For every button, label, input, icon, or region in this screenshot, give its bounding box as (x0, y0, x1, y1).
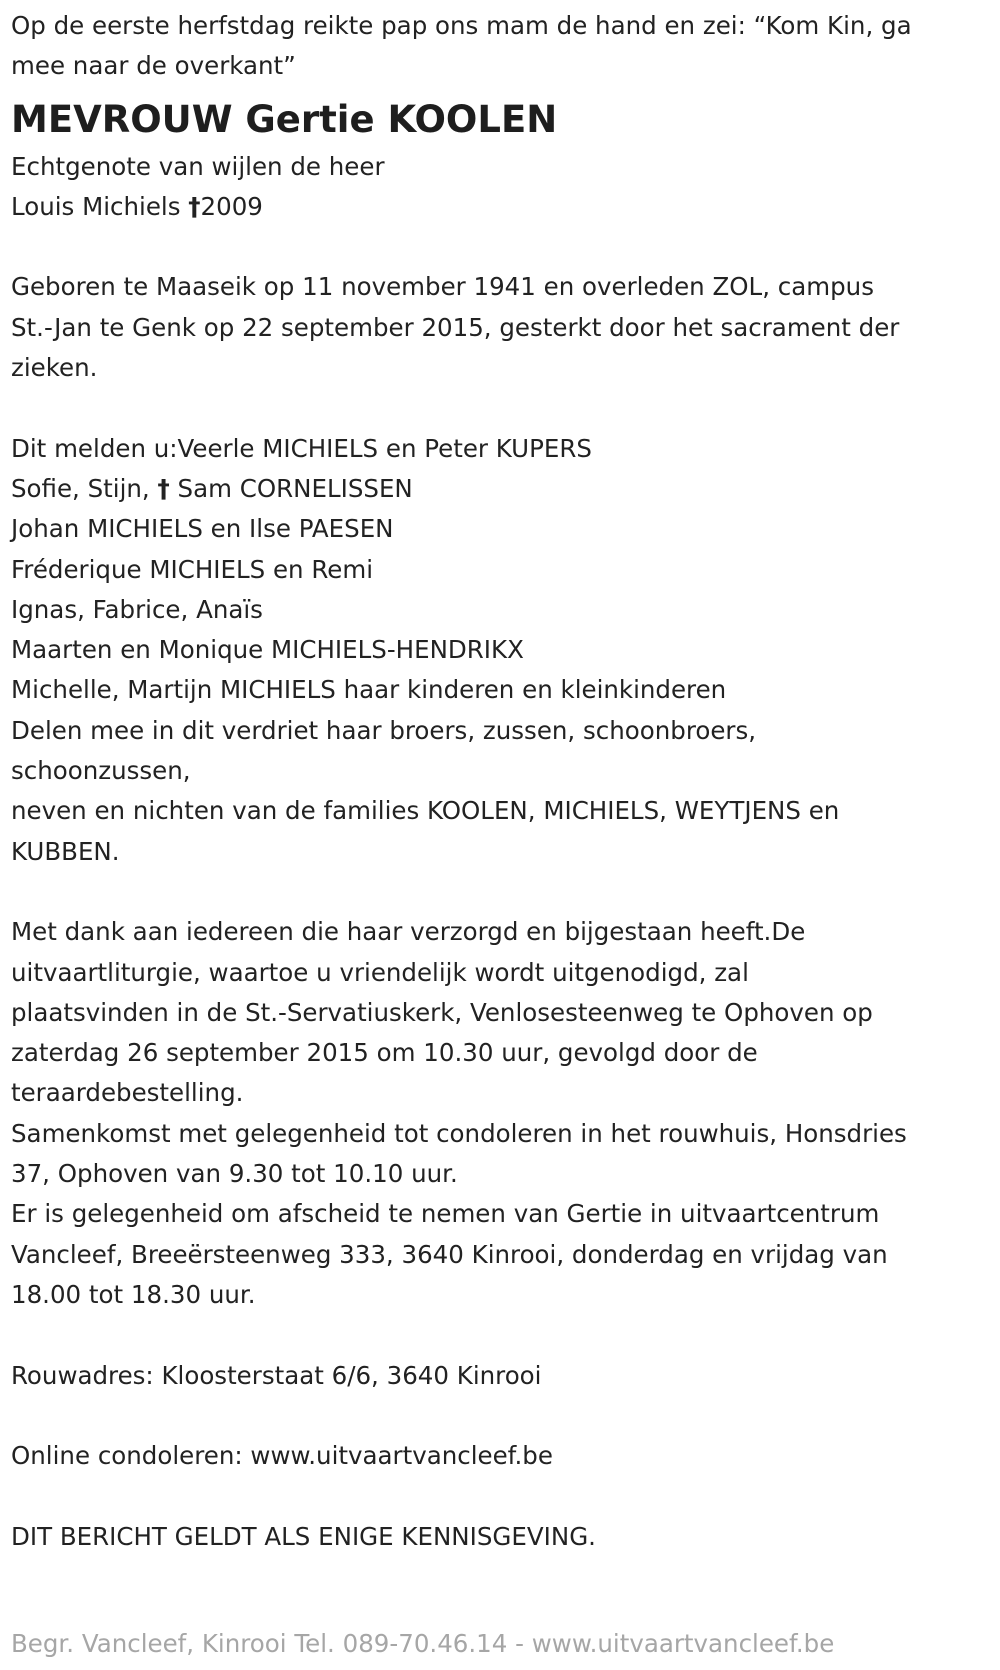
family-line: Delen mee in dit verdriet haar broers, zussen, schoonbroers, (11, 715, 757, 745)
family-line: Ignas, Fabrice, Anaïs (11, 594, 263, 624)
family-paragraph (11, 429, 990, 872)
ceremony-line: Vancleef, Breeërsteenweg 333, 3640 Kinrooi, donderdag en vrijdag van (11, 1239, 888, 1269)
birth-death-line: zieken. (11, 353, 98, 383)
family-line: Maarten en Monique MICHIELS-HENDRIKX (11, 635, 524, 665)
ceremony-line: plaatsvinden in de St.-Servatiuskerk, Venlosesteenweg te Ophoven op (11, 997, 873, 1027)
spouse-info (11, 147, 990, 228)
family-line: Dit melden u:Veerle MICHIELS en Peter KUPERS (11, 433, 592, 463)
motto-line: Op de eerste herfstdag reikte pap ons mam de hand en zei: “Kom Kin, ga (11, 11, 912, 40)
cross-icon: † (157, 473, 170, 503)
motto-line: mee naar de overkant” (11, 51, 296, 81)
family-line: Johan MICHIELS en Ilse PAESEN (11, 514, 394, 544)
spouse-name-line (11, 187, 990, 227)
family-names: Sofie, Stijn, (11, 473, 158, 503)
birth-death-line: St.-Jan te Genk op 22 september 2015, gesterkt door het sacrament der (11, 312, 900, 342)
ceremony-line: Met dank aan iedereen die haar verzorgd en bijgestaan heeft.De (11, 917, 806, 947)
ceremony-paragraph (11, 912, 990, 1315)
online-condolence: Online condoleren: www.uitvaartvancleef.be (11, 1441, 553, 1471)
ceremony-line: zaterdag 26 september 2015 om 10.30 uur, gevolgd door de (11, 1038, 758, 1068)
funeral-home-footer: Begr. Vancleef, Kinrooi Tel. 089-70.46.14 - www.uitvaartvancleef.be (11, 1629, 835, 1658)
ceremony-line: 37, Ophoven van 9.30 tot 10.10 uur. (11, 1159, 458, 1189)
mourning-address: Rouwadres: Kloosterstaat 6/6, 3640 Kinrooi (11, 1360, 542, 1390)
family-line: schoonzussen, (11, 756, 191, 786)
family-line: KUBBEN. (11, 836, 120, 866)
family-line (11, 469, 990, 509)
cross-icon: † (188, 191, 201, 221)
family-line: neven en nichten van de families KOOLEN, MICHIELS, WEYTJENS en (11, 796, 840, 826)
family-names: Sam CORNELISSEN (169, 473, 413, 503)
family-line: Michelle, Martijn MICHIELS haar kinderen en kleinkinderen (11, 675, 727, 705)
ceremony-line: 18.00 tot 18.30 uur. (11, 1279, 256, 1309)
ceremony-line: Er is gelegenheid om afscheid te nemen van Gertie in uitvaartcentrum (11, 1199, 880, 1229)
birth-death-line: Geboren te Maaseik op 11 november 1941 en overleden ZOL, campus (11, 272, 874, 302)
notice-line: DIT BERICHT GELDT ALS ENIGE KENNISGEVING. (11, 1521, 596, 1551)
spouse-line: Echtgenote van wijlen de heer (11, 151, 385, 181)
birth-death-paragraph (11, 267, 990, 388)
ceremony-line: Samenkomst met gelegenheid tot condoleren in het rouwhuis, Honsdries (11, 1118, 907, 1148)
family-line: Fréderique MICHIELS en Remi (11, 554, 374, 584)
spouse-death-year: 2009 (200, 191, 263, 221)
spouse-name: Louis Michiels (11, 191, 189, 221)
deceased-name: MEVROUW Gertie KOOLEN (11, 97, 558, 141)
motto (11, 6, 990, 87)
ceremony-line: teraardebestelling. (11, 1078, 244, 1108)
ceremony-line: uitvaartliturgie, waartoe u vriendelijk wordt uitgenodigd, zal (11, 957, 749, 987)
